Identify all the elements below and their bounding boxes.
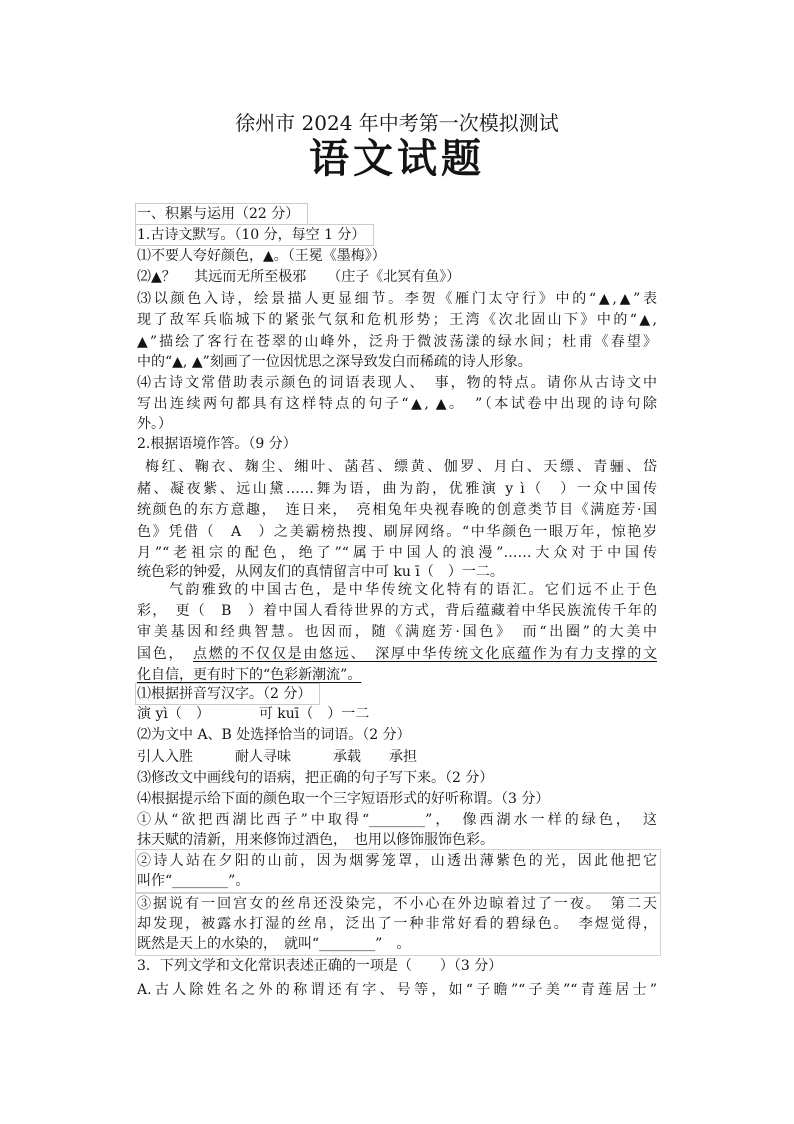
sub-question-line: ②诗人站在夕阳的山前，因为烟雾笼罩，山透出薄紫色的光，因此他把它 — [137, 853, 657, 869]
passage-line: 审美基因和经典智慧。也因而，随《满庭芳·国色》 而“出圈”的大美中 — [137, 624, 657, 640]
question-line: 写出连续两句都具有这样特点的句子“▲, ▲。 ”（本试卷中出现的诗句除 — [137, 396, 657, 412]
sub-question-line: 抹天赋的清新，用来修饰过酒色， 也用以修饰服饰色彩。 — [137, 832, 494, 848]
sub-question-line: 叫作“________”。 — [137, 873, 250, 889]
passage-line: 气韵雅致的中国古色，是中华传统文化特有的语汇。它们远不止于色 — [169, 582, 657, 598]
word-choices: 引人入胜 耐人寻味 承载 承担 — [137, 749, 417, 765]
question-line: ⑷古诗文常借助表示颜色的词语表现人、 事，物的特点。请你从古诗文中 — [137, 375, 657, 391]
sub-question-heading: ⑴根据拼音写汉字。（2 分） — [135, 683, 320, 705]
passage-line: 赭、凝夜紫、远山黛……舞为语，曲为韵，优雅演 y ì（ ）一众中国传 — [137, 481, 657, 497]
question-heading: 2.根据语境作答。（9 分） — [137, 436, 297, 452]
passage-line: 月”“老祖宗的配色，绝了”“属于中国人的浪漫”……大众对于中国传 — [137, 545, 657, 561]
section-heading: 一、积累与运用（22 分） — [135, 203, 308, 225]
question-line: 中的“▲, ▲”刻画了一位因忧思之深导致发白而稀疏的诗人形象。 — [137, 354, 532, 370]
question-heading: 1.古诗文默写。（10 分，每空 1 分） — [135, 224, 374, 246]
passage-text: 国色， — [137, 646, 194, 662]
question-heading: 3．下列文学和文化常识表述正确的一项是（ ）（3 分） — [137, 958, 503, 974]
subject-title: 语文试题 — [309, 135, 485, 182]
question-line: ⑵▲？ 其远而无所至极邪 （庄子《北冥有鱼》） — [137, 269, 461, 285]
underlined-sentence: 化自信，更有时下的“色彩新潮流”。 — [137, 667, 362, 683]
sub-question-heading: ⑷根据提示给下面的颜色取一个三字短语形式的好听称谓。（3 分） — [137, 791, 550, 807]
passage-line: 梅红、鞠衣、麹尘、缃叶、菡萏、缥黄、伽罗、月白、天缥、青骊、岱 — [145, 459, 657, 475]
question-line: ⑴不要人夸好颜色，▲。（王冕《墨梅》） — [137, 248, 386, 264]
exam-name: 徐州市 2024 年中考第一次模拟测试 — [235, 111, 559, 135]
passage-line: 统色彩的钟爱，从网友们的真情留言中可 ku ī（ ）一二。 — [137, 564, 504, 580]
passage-line — [137, 665, 361, 685]
option-a: A.古人除姓名之外的称谓还有字、号等，如“子瞻”“子美”“青莲居士” — [137, 982, 657, 998]
question-line: ▲”描绘了客行在苍翠的山峰外，泛舟于微波荡漾的绿水间；杜甫《春望》 — [137, 334, 657, 350]
sub-question-line: 却发现，被露水打湿的丝帛，泛出了一种非常好看的碧绿色。 李煜觉得， — [137, 916, 657, 932]
answer-blank-line: 演 yì（ ） 可 kuī（ ）一二 — [137, 706, 370, 722]
sub-question-line: ①从“欲把西湖比西子”中取得“________”， 像西湖水一样的绿色， 这 — [137, 812, 657, 828]
question-line: ⑶以颜色入诗，绘景描人更显细节。李贺《雁门太守行》中的“▲,▲”表 — [137, 291, 657, 307]
passage-line: 统颜色的东方意趣， 连日来， 亮相兔年央视春晚的创意类节目《满庭芳·国 — [137, 502, 657, 518]
sub-question-heading: ⑵为文中 A、B 处选择恰当的词语。（2 分） — [137, 727, 411, 743]
sub-question-heading: ⑶修改文中画线句的语病，把正确的句子写下来。（2 分） — [137, 770, 494, 786]
passage-line: 彩， 更（ B ）着中国人看待世界的方式，背后蕴藏着中华民族流传千年的 — [137, 603, 657, 619]
passage-line: 色》凭借（ A ）之美霸榜热搜、刷屏网络。“中华颜色一眼万年，惊艳岁 — [137, 524, 657, 540]
sub-question-line: ③据说有一回宫女的丝帛还没染完，不小心在外边晾着过了一夜。 第二天 — [137, 896, 657, 912]
question-line: 外。） — [137, 416, 172, 432]
underlined-sentence: 点燃的不仅仅是由悠远、 深厚中华传统文化底蕴作为有力支撑的文 — [193, 646, 657, 662]
sub-question-line: 既然是天上的水染的， 就叫“________” 。 — [137, 936, 411, 952]
passage-line — [137, 644, 657, 664]
question-line: 现了敌军兵临城下的紧张气氛和危机形势；王湾《次北固山下》中的“▲, — [137, 312, 657, 328]
